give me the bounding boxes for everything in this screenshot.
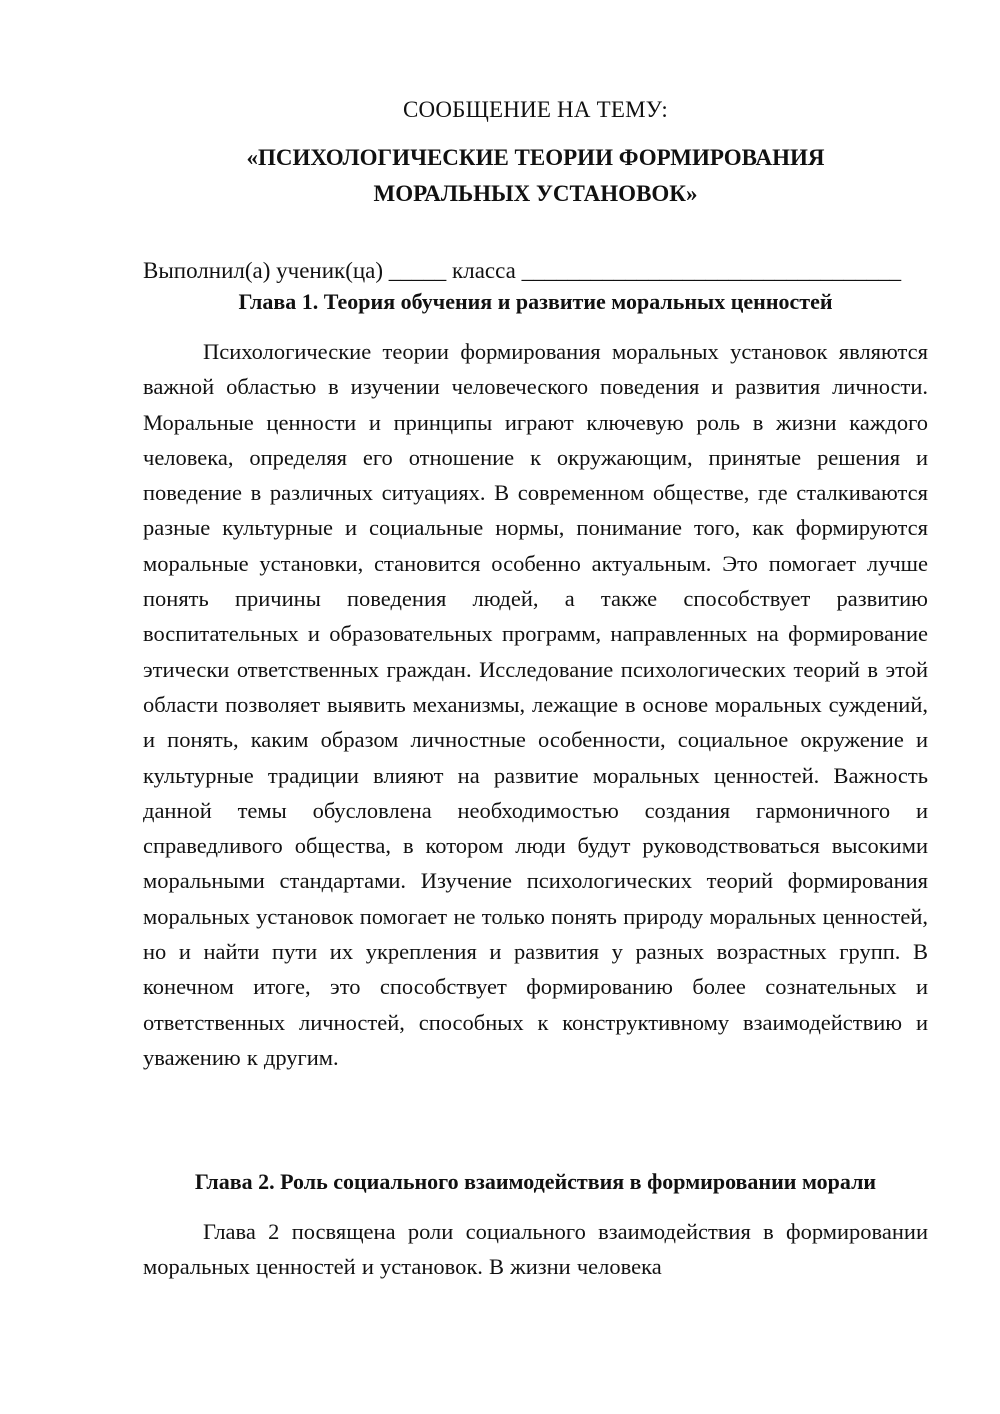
chapter-1-paragraph: Психологические теории формирования моральных установок являются важной областью в изучении человеческого поведения и развития личности. Моральные ценности и принципы играют ключевую роль в жизни каждого человека, определяя его отношение к окружающим, принятые решения и поведение в различных ситуациях. В современном обществе, где сталкиваются разные культурные и социальные нормы, понимание того, как формируются моральные установки, становится особенно актуальным. Это помогает лучше понять причины поведения людей, а также способствует развитию воспитательных и образовательных программ, направленных на формирование этически ответственных граждан. Исследование психологических теорий в этой области позволяет выявить механизмы, лежащие в основе моральных суждений, и понять, каким образом личностные особенности, социальное окружение и культурные традиции влияют на развитие моральных ценностей. Важность данной темы обусловлена необходимостью создания гармоничного и справедливого общества, в котором люди будут руководствоваться высокими моральными стандартами. Изучение психологических теорий формирования моральных установок помогает не только понять природу моральных ценностей, но и найти пути их укрепления и развития у разных возрастных групп. В конечном итоге, это способствует формированию более сознательных и ответственных личностей, способных к конструктивному взаимодействию и уважению к другим. <box>143 339 928 1070</box>
document-title-line-1: «ПСИХОЛОГИЧЕСКИЕ ТЕОРИИ ФОРМИРОВАНИЯ <box>246 145 825 170</box>
chapter-2-paragraph: Глава 2 посвящена роли социального взаимодействия в формировании моральных ценностей и установок. В жизни человека <box>143 1219 928 1280</box>
chapter-2-heading: Глава 2. Роль социального взаимодействия в формировании морали <box>194 1169 877 1194</box>
document-title-line-2: МОРАЛЬНЫХ УСТАНОВОК» <box>373 181 698 206</box>
author-line: Выполнил(а) ученик(ца) _____ класса _________________________________ <box>143 258 902 283</box>
chapter-1-heading: Глава 1. Теория обучения и развитие моральных ценностей <box>238 289 833 314</box>
document-title <box>143 140 928 212</box>
document-label: СООБЩЕНИЕ НА ТЕМУ: <box>403 97 668 122</box>
